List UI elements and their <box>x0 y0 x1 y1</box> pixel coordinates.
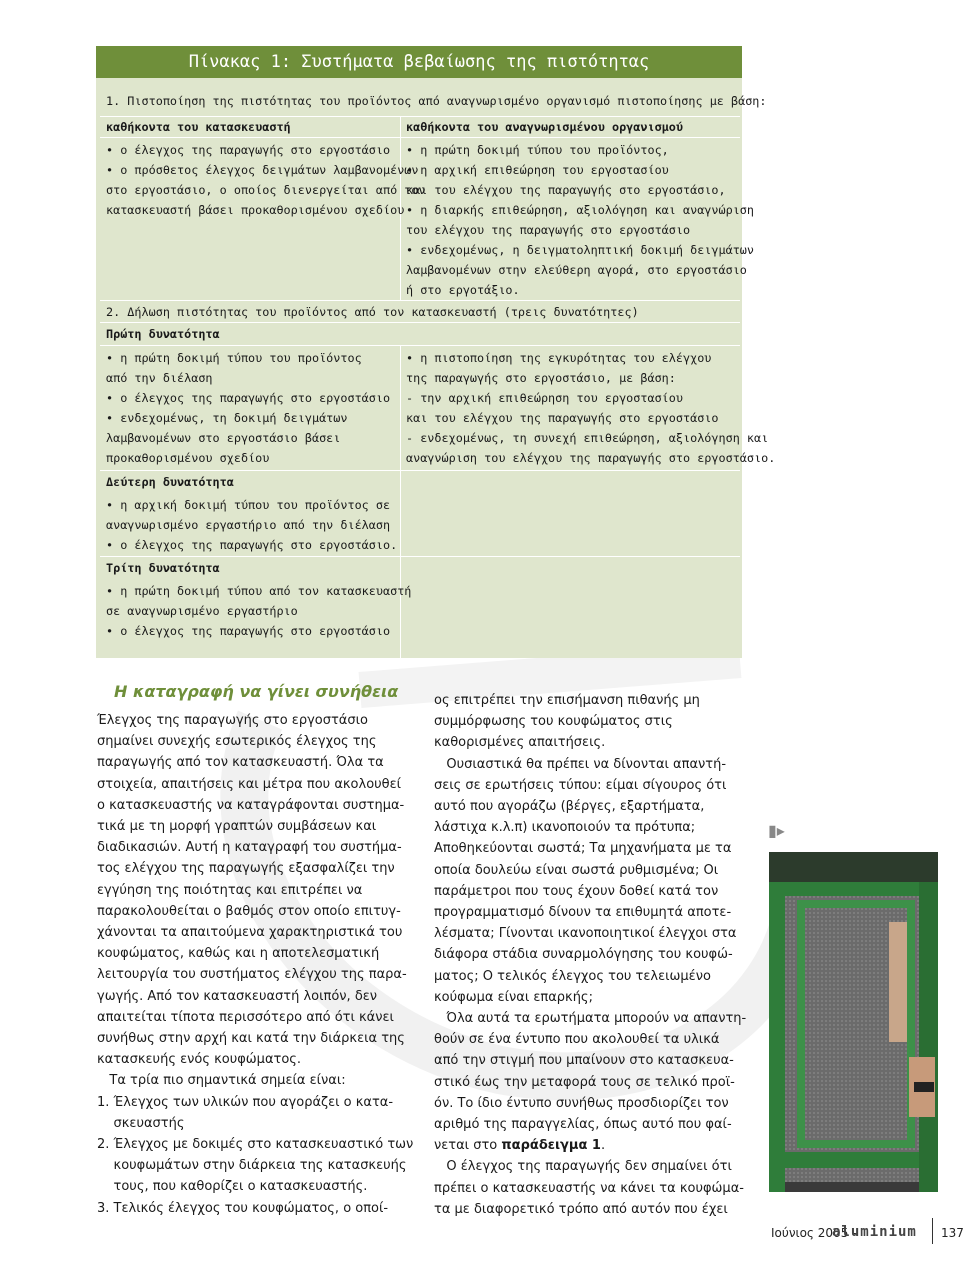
article-line: κουφωμάτων στην διάρκεια της κατασκευής <box>97 1158 407 1174</box>
table-divider <box>100 556 740 557</box>
notified-body-duties-line: του ελέγχου της παραγωγής στο εργοστάσιο <box>406 223 691 237</box>
third-option-line: • η πρώτη δοκιμή τύπου από τον κατασκευαστή <box>106 584 412 598</box>
article-line: σκευαστής <box>97 1115 185 1131</box>
manufacturer-duties-line: στο εργοστάσιο, ο οποίος διενεργείται από τον <box>106 183 426 197</box>
article-line: στοιχεία, απαιτήσεις και μέτρα που ακολουθεί <box>97 776 402 792</box>
article-line: τους, που καθορίζει ο κατασκευαστής. <box>97 1179 368 1195</box>
article-line: προγραμματισμό δίνουν τα επιθυμητά αποτε- <box>434 905 732 921</box>
section-marker-icon: ▮▸ <box>768 821 785 840</box>
first-option-left-line: • ενδεχομένως, τη δοκιμή δειγμάτων <box>106 411 348 425</box>
article-line <box>434 1135 746 1156</box>
article-line: σεις σε ερωτήσεις τύπου: είμαι σίγουρος ότι <box>434 777 727 793</box>
article-column-left <box>97 710 413 1219</box>
first-option-right-line: και του ελέγχου της παραγωγής στο εργοστάσιο <box>406 411 719 425</box>
article-text: νεται στο <box>434 1138 502 1154</box>
first-option-right-line: αναγνώριση του ελέγχου της παραγωγής στο εργοστάσιο. <box>406 451 776 465</box>
manufacturer-duties-line: • ο έλεγχος της παραγωγής στο εργοστάσιο <box>106 143 391 157</box>
second-option-line: • η αρχική δοκιμή τύπου του προϊόντος σε <box>106 498 391 512</box>
first-option-left-line: λαμβανομένων στο εργοστάσιο βάσει <box>106 431 341 445</box>
notified-body-duties-header: καθήκοντα του αναγνωρισμένου οργανισμού <box>406 120 683 134</box>
article-line: ο κατασκευαστής να καταγράφονται συστημα- <box>97 797 405 813</box>
article-line: καθορισμένες απαιτήσεις. <box>434 735 606 751</box>
article-line: Ουσιαστικά θα πρέπει να δίνονται απαντή- <box>434 756 727 772</box>
article-line: αριθμό της παραγγελίας, όπως αυτό που φαί- <box>434 1117 732 1133</box>
article-line: πρέπει ο κατασκευαστής να κάνει τα κουφώμα- <box>434 1180 744 1196</box>
article-line: αυτό που αγοράζω (βέργες, εξαρτήματα, <box>434 799 705 815</box>
first-option-title: Πρώτη δυνατότητα <box>106 327 220 341</box>
second-option-line: αναγνωρισμένο εργαστήριο από την διέλαση <box>106 518 391 532</box>
first-option-right-line: της παραγωγής στο εργοστάσιο, με βάση: <box>406 371 676 385</box>
example-reference: παράδειγμα 1 <box>501 1138 601 1154</box>
article-line: σημαίνει συνεχής εσωτερικός έλεγχος της <box>97 734 377 750</box>
article-line: τος ελέγχου της παραγωγής εξασφαλίζει την <box>97 861 395 877</box>
article-line: κατασκευής ενός κουφώματος. <box>97 1052 302 1068</box>
window-frame-photo <box>769 852 938 1192</box>
manufacturer-duties-header: καθήκοντα του κατασκευαστή <box>106 120 291 134</box>
second-option-title: Δεύτερη δυνατότητα <box>106 475 234 489</box>
first-option-right-line: - την αρχική επιθεώρηση του εργοστασίου <box>406 391 683 405</box>
article-line: κούφωμα είναι επαρκής; <box>434 989 593 1005</box>
manufacturer-duties-line: • ο πρόσθετος έλεγχος δειγμάτων λαμβανομένων <box>106 163 419 177</box>
article-text: . <box>600 1138 606 1154</box>
article-line: Έλεγχος της παραγωγής στο εργοστάσιο <box>97 713 368 728</box>
article-line: τα με διαφορετικό τρόπο από αυτόν που έχει <box>434 1201 728 1217</box>
article-line: 1. Έλεγχος των υλικών που αγοράζει ο κατα- <box>97 1094 394 1110</box>
article-line: διάφορα στάδια συναρμολόγησης του κουφώ- <box>434 947 733 963</box>
article-line: 2. Έλεγχος με δοκιμές στο κατασκευαστικό των <box>97 1137 414 1153</box>
first-option-left-line: προκαθορισμένου σχεδίου <box>106 451 270 465</box>
article-line: τικά με τη μορφή γραπτών συμβάσεων και <box>97 819 377 835</box>
article-line: ος επιτρέπει την επισήμανση πιθανής μη <box>434 693 700 708</box>
table-divider <box>100 470 740 471</box>
table-divider <box>100 345 740 346</box>
article-line: συμμόρφωσης του κουφώματος στις <box>434 714 673 730</box>
article-line: χάνονται τα απαιτούμενα χαρακτηριστικά του <box>97 925 403 941</box>
section1-heading: 1. Πιστοποίηση της πιστότητας του προϊόντος από αναγνωρισμένο οργανισμό πιστοποίησης με βάση: <box>106 94 767 108</box>
third-option-title: Τρίτη δυνατότητα <box>106 561 220 575</box>
footer-separator <box>932 1218 933 1244</box>
notified-body-duties-line: • η πρώτη δοκιμή τύπου του προϊόντος, <box>406 143 669 157</box>
article-line: όν. Το ίδιο έντυπο συνήθως προσδιορίζει τον <box>434 1095 729 1111</box>
table-divider <box>100 300 740 301</box>
article-line: ματος; Ο τελικός έλεγχος του τελειωμένο <box>434 968 711 984</box>
first-option-left-line: από την διέλαση <box>106 371 213 385</box>
first-option-right-line: • η πιστοποίηση της εγκυρότητας του ελέγχου <box>406 351 712 365</box>
table-col-divider <box>400 345 401 658</box>
page-number: 137 <box>941 1226 964 1240</box>
notified-body-duties-line: • η αρχική επιθεώρηση του εργοστασίου <box>406 163 669 177</box>
article-line: απαιτείται τίποτα περισσότερο από ότι κάνει <box>97 1009 394 1025</box>
table-divider <box>100 137 740 138</box>
first-option-right-line: - ενδεχομένως, τη συνεχή επιθεώρηση, αξιολόγηση και <box>406 431 769 445</box>
article-heading: Η καταγραφή να γίνει συνήθεια <box>114 682 399 701</box>
section2-heading: 2. Δήλωση πιστότητας του προϊόντος από τον κατασκευαστή (τρεις δυνατότητες) <box>106 305 639 319</box>
first-option-left-line: • η πρώτη δοκιμή τύπου του προϊόντος <box>106 351 362 365</box>
table-divider <box>100 322 740 323</box>
manufacturer-duties-line: κατασκευαστή βάσει προκαθορισμένου σχεδίου <box>106 203 405 217</box>
third-option-line: • ο έλεγχος της παραγωγής στο εργοστάσιο <box>106 624 391 638</box>
article-line: Αποθηκεύονται σωστά; Τα μηχανήματα με τα <box>434 841 732 857</box>
article-column-right <box>434 690 746 1220</box>
article-line: από την στιγμή που μπαίνουν στο κατασκευα- <box>434 1053 734 1069</box>
article-line: παραγωγής από τον κατασκευαστή. Όλα τα <box>97 755 384 771</box>
article-line: 3. Τελικός έλεγχος του κουφώματος, ο οποί- <box>97 1200 389 1216</box>
table-title: Πίνακας 1: Συστήματα βεβαίωσης της πιστότητας <box>96 46 742 78</box>
article-line: παρακολουθείται ο βαθμός στον οποίο επιτυγ- <box>97 903 401 919</box>
article-line: Ο έλεγχος της παραγωγής δεν σημαίνει ότι <box>434 1159 732 1175</box>
second-option-line: • ο έλεγχος της παραγωγής στο εργοστάσιο. <box>106 538 398 552</box>
article-line: κουφώματος, καθώς και η αποτελεσματική <box>97 946 380 962</box>
article-line: λέσματα; Γίνονται ικανοποιητικοί έλεγχοι στα <box>434 926 737 942</box>
notified-body-duties-line: • η διαρκής επιθεώρηση, αξιολόγηση και αναγνώριση <box>406 203 755 217</box>
article-line: Όλα αυτά τα ερωτήματα μπορούν να απαντη- <box>434 1011 747 1027</box>
footer-date: Ιούνιος 2005 - <box>771 1226 857 1240</box>
article-line: στικό έως την μεταφορά τους σε τελικό προϊ- <box>434 1074 735 1090</box>
article-line: λάστιχα κ.λ.π) ικανοποιούν τα πρότυπα; <box>434 820 696 836</box>
third-option-line: σε αναγνωρισμένο εργαστήριο <box>106 604 298 618</box>
article-line: εγγύηση της ποιότητας και επιτρέπει να <box>97 882 363 898</box>
article-line: λειτουργία του συστήματος ελέγχου της παρα- <box>97 967 407 983</box>
notified-body-duties-line: • ενδεχομένως, η δειγματοληπτική δοκιμή δειγμάτων <box>406 243 755 257</box>
article-line: γωγής. Από τον κατασκευαστή λοιπόν, δεν <box>97 988 378 1004</box>
article-line: διαδικασιών. Αυτή η καταγραφή του συστήμα- <box>97 840 402 856</box>
article-line: παράμετροι που τους έχουν δοθεί κατά τον <box>434 883 719 899</box>
first-option-left-line: • ο έλεγχος της παραγωγής στο εργοστάσιο <box>106 391 391 405</box>
article-line: συνήθως στην αρχή και κατά την διάρκεια της <box>97 1031 405 1047</box>
notified-body-duties-line: λαμβανομένων στην ελεύθερη αγορά, στο εργοστάσιο <box>406 263 747 277</box>
notified-body-duties-line: ή στο εργοτάξιο. <box>406 283 520 297</box>
article-line: Τα τρία πιο σημαντικά σημεία είναι: <box>97 1073 346 1089</box>
article-line: θούν σε ένα έντυπο που ακολουθεί τα υλικά <box>434 1032 720 1048</box>
notified-body-duties-line: και του ελέγχου της παραγωγής στο εργοστάσιο, <box>406 183 726 197</box>
article-line: οποία δουλεύω είναι σωστά ρυθμισμένα; Οι <box>434 862 719 878</box>
magazine-brand-logo: aluminium <box>832 1224 917 1240</box>
